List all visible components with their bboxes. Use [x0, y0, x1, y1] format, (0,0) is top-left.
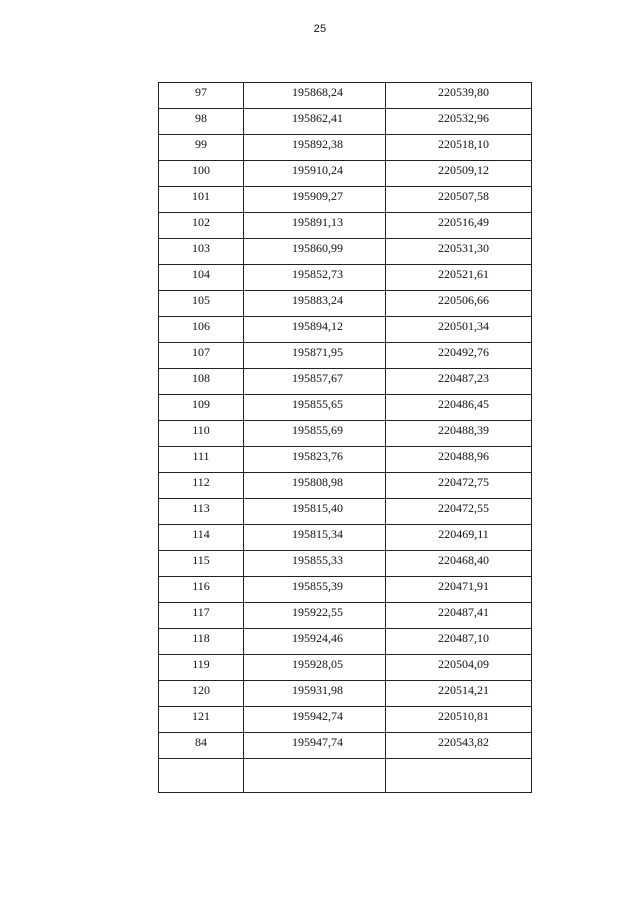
y-coordinate-cell: 220468,40 — [386, 551, 532, 577]
point-number-cell: 114 — [159, 525, 244, 551]
point-number-cell: 103 — [159, 239, 244, 265]
table-row — [159, 759, 532, 793]
table-row — [159, 239, 532, 265]
table-row — [159, 707, 532, 733]
point-number-cell: 100 — [159, 161, 244, 187]
table-row — [159, 291, 532, 317]
x-coordinate-cell: 195928,05 — [244, 655, 386, 681]
table-row — [159, 447, 532, 473]
point-number-cell: 117 — [159, 603, 244, 629]
y-coordinate-cell: 220531,30 — [386, 239, 532, 265]
x-coordinate-cell: 195852,73 — [244, 265, 386, 291]
table-row — [159, 499, 532, 525]
x-coordinate-cell: 195868,24 — [244, 83, 386, 109]
x-coordinate-cell: 195931,98 — [244, 681, 386, 707]
y-coordinate-cell: 220507,58 — [386, 187, 532, 213]
y-coordinate-cell: 220471,91 — [386, 577, 532, 603]
table-row — [159, 681, 532, 707]
point-number-cell: 110 — [159, 421, 244, 447]
point-number-cell — [159, 759, 244, 793]
x-coordinate-cell: 195871,95 — [244, 343, 386, 369]
table-row — [159, 733, 532, 759]
x-coordinate-cell: 195855,33 — [244, 551, 386, 577]
x-coordinate-cell: 195947,74 — [244, 733, 386, 759]
y-coordinate-cell: 220543,82 — [386, 733, 532, 759]
y-coordinate-cell: 220488,39 — [386, 421, 532, 447]
table-row — [159, 525, 532, 551]
x-coordinate-cell: 195808,98 — [244, 473, 386, 499]
table-row — [159, 317, 532, 343]
point-number-cell: 84 — [159, 733, 244, 759]
x-coordinate-cell: 195823,76 — [244, 447, 386, 473]
point-number-cell: 116 — [159, 577, 244, 603]
point-number-cell: 97 — [159, 83, 244, 109]
x-coordinate-cell: 195910,24 — [244, 161, 386, 187]
y-coordinate-cell: 220539,80 — [386, 83, 532, 109]
x-coordinate-cell: 195942,74 — [244, 707, 386, 733]
y-coordinate-cell: 220492,76 — [386, 343, 532, 369]
table-row — [159, 135, 532, 161]
table-row — [159, 161, 532, 187]
point-number-cell: 121 — [159, 707, 244, 733]
x-coordinate-cell: 195815,34 — [244, 525, 386, 551]
x-coordinate-cell: 195862,41 — [244, 109, 386, 135]
x-coordinate-cell: 195860,99 — [244, 239, 386, 265]
x-coordinate-cell: 195894,12 — [244, 317, 386, 343]
point-number-cell: 101 — [159, 187, 244, 213]
x-coordinate-cell — [244, 759, 386, 793]
x-coordinate-cell: 195815,40 — [244, 499, 386, 525]
point-number-cell: 102 — [159, 213, 244, 239]
y-coordinate-cell: 220516,49 — [386, 213, 532, 239]
y-coordinate-cell: 220487,10 — [386, 629, 532, 655]
table-row — [159, 213, 532, 239]
y-coordinate-cell: 220486,45 — [386, 395, 532, 421]
x-coordinate-cell: 195909,27 — [244, 187, 386, 213]
table-row — [159, 603, 532, 629]
table-row — [159, 473, 532, 499]
y-coordinate-cell: 220521,61 — [386, 265, 532, 291]
y-coordinate-cell: 220472,55 — [386, 499, 532, 525]
table-row — [159, 109, 532, 135]
point-number-cell: 113 — [159, 499, 244, 525]
point-number-cell: 105 — [159, 291, 244, 317]
x-coordinate-cell: 195924,46 — [244, 629, 386, 655]
point-number-cell: 99 — [159, 135, 244, 161]
x-coordinate-cell: 195883,24 — [244, 291, 386, 317]
y-coordinate-cell: 220532,96 — [386, 109, 532, 135]
y-coordinate-cell: 220510,81 — [386, 707, 532, 733]
point-number-cell: 119 — [159, 655, 244, 681]
table-row — [159, 577, 532, 603]
table-row — [159, 343, 532, 369]
point-number-cell: 112 — [159, 473, 244, 499]
table-row — [159, 395, 532, 421]
page-number: 25 — [313, 23, 327, 35]
point-number-cell: 120 — [159, 681, 244, 707]
table-row — [159, 655, 532, 681]
x-coordinate-cell: 195891,13 — [244, 213, 386, 239]
x-coordinate-cell: 195922,55 — [244, 603, 386, 629]
table-row — [159, 421, 532, 447]
table-row — [159, 187, 532, 213]
y-coordinate-cell: 220514,21 — [386, 681, 532, 707]
y-coordinate-cell: 220509,12 — [386, 161, 532, 187]
table-row — [159, 369, 532, 395]
point-number-cell: 118 — [159, 629, 244, 655]
x-coordinate-cell: 195855,39 — [244, 577, 386, 603]
y-coordinate-cell: 220501,34 — [386, 317, 532, 343]
point-number-cell: 104 — [159, 265, 244, 291]
x-coordinate-cell: 195892,38 — [244, 135, 386, 161]
coordinates-table — [158, 82, 532, 793]
point-number-cell: 107 — [159, 343, 244, 369]
y-coordinate-cell: 220469,11 — [386, 525, 532, 551]
point-number-cell: 106 — [159, 317, 244, 343]
y-coordinate-cell: 220504,09 — [386, 655, 532, 681]
y-coordinate-cell: 220487,41 — [386, 603, 532, 629]
table-row — [159, 629, 532, 655]
point-number-cell: 109 — [159, 395, 244, 421]
y-coordinate-cell: 220488,96 — [386, 447, 532, 473]
table-row — [159, 551, 532, 577]
table-row — [159, 265, 532, 291]
coordinates-table-body — [159, 83, 532, 793]
point-number-cell: 108 — [159, 369, 244, 395]
y-coordinate-cell: 220472,75 — [386, 473, 532, 499]
y-coordinate-cell: 220506,66 — [386, 291, 532, 317]
point-number-cell: 111 — [159, 447, 244, 473]
point-number-cell: 98 — [159, 109, 244, 135]
y-coordinate-cell — [386, 759, 532, 793]
x-coordinate-cell: 195855,69 — [244, 421, 386, 447]
x-coordinate-cell: 195855,65 — [244, 395, 386, 421]
point-number-cell: 115 — [159, 551, 244, 577]
y-coordinate-cell: 220487,23 — [386, 369, 532, 395]
table-row — [159, 83, 532, 109]
y-coordinate-cell: 220518,10 — [386, 135, 532, 161]
x-coordinate-cell: 195857,67 — [244, 369, 386, 395]
